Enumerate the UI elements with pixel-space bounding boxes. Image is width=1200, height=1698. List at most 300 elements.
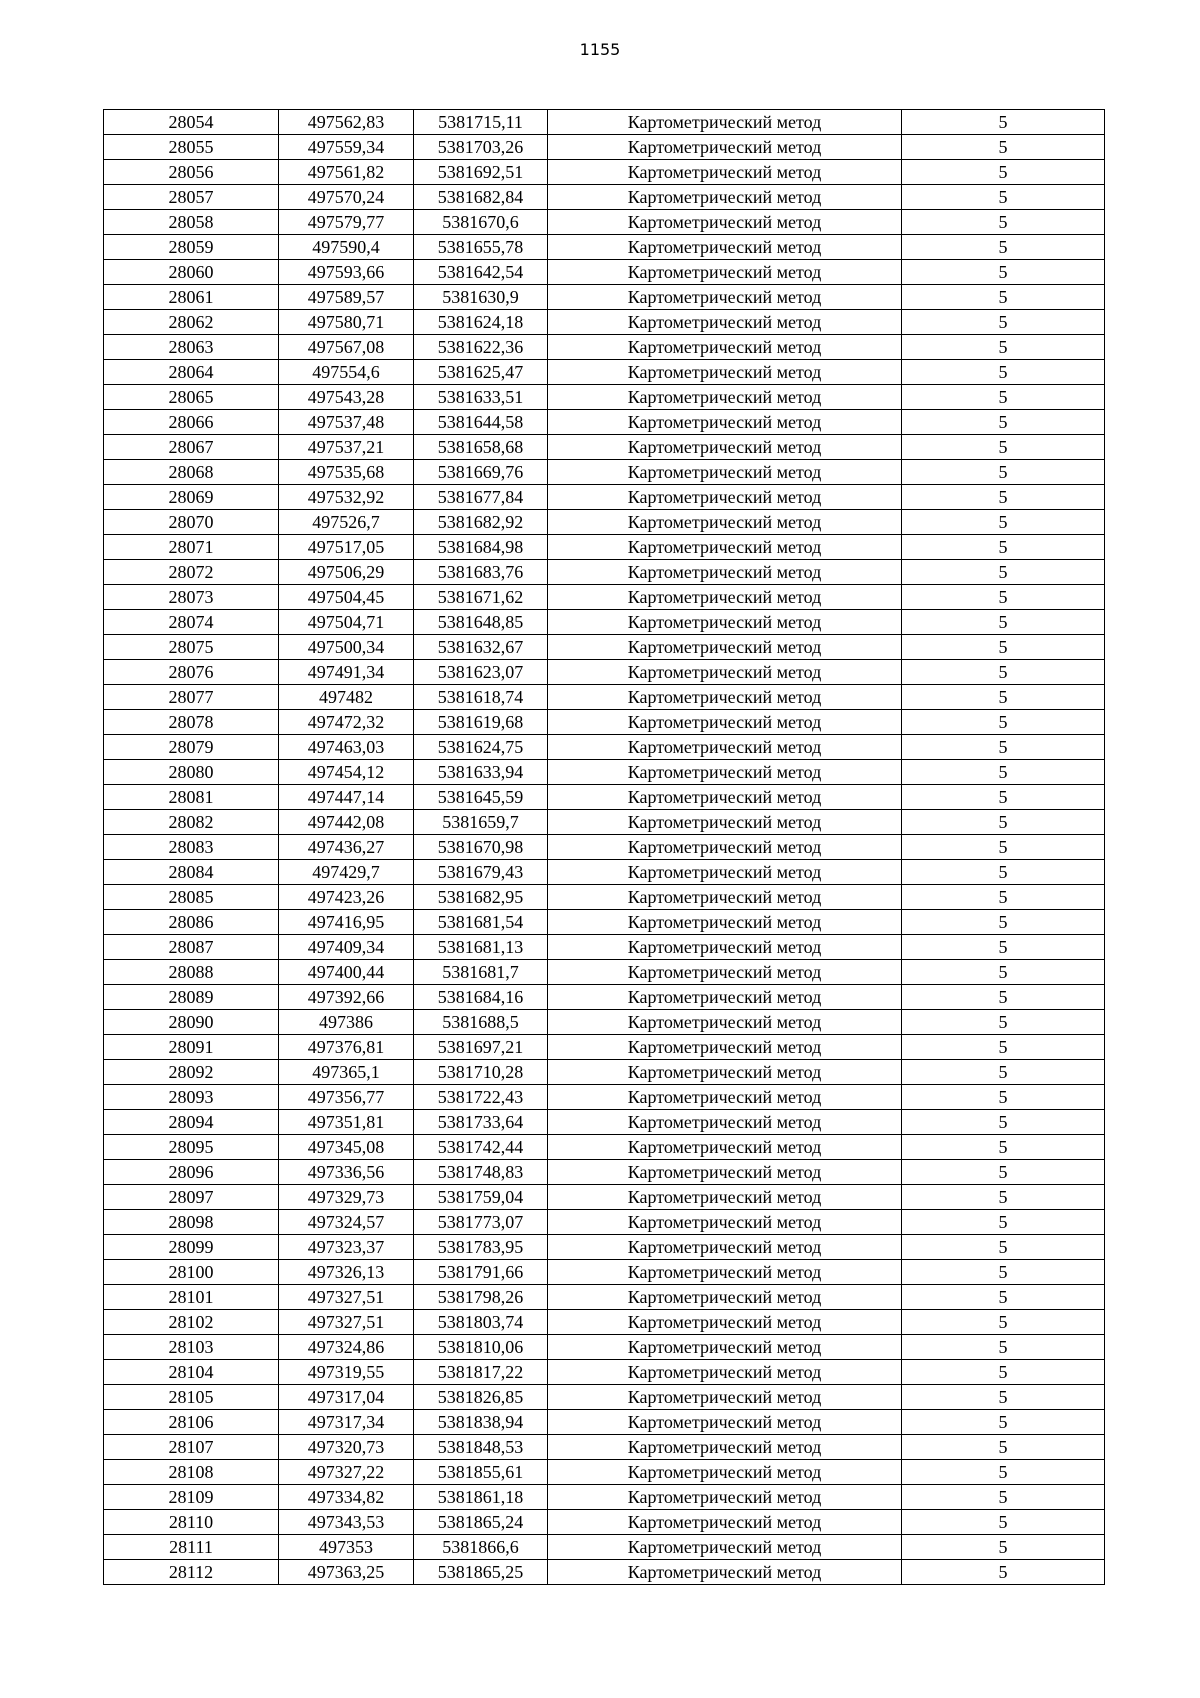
- accuracy-cell: 5: [902, 810, 1105, 835]
- accuracy-cell: 5: [902, 1510, 1105, 1535]
- accuracy-cell: 5: [902, 1160, 1105, 1185]
- table-row: [104, 810, 1105, 835]
- y-coordinate-cell: 5381644,58: [414, 410, 548, 435]
- method-cell: Картометрический метод: [548, 660, 902, 685]
- accuracy-cell: 5: [902, 485, 1105, 510]
- table-row: [104, 335, 1105, 360]
- accuracy-cell: 5: [902, 1360, 1105, 1385]
- method-cell: Картометрический метод: [548, 135, 902, 160]
- x-coordinate-cell: 497320,73: [279, 1435, 414, 1460]
- table-row: [104, 185, 1105, 210]
- method-cell: Картометрический метод: [548, 1260, 902, 1285]
- y-coordinate-cell: 5381679,43: [414, 860, 548, 885]
- method-cell: Картометрический метод: [548, 160, 902, 185]
- accuracy-cell: 5: [902, 735, 1105, 760]
- x-coordinate-cell: 497317,34: [279, 1410, 414, 1435]
- accuracy-cell: 5: [902, 1235, 1105, 1260]
- point-number-cell: 28080: [104, 760, 279, 785]
- y-coordinate-cell: 5381861,18: [414, 1485, 548, 1510]
- table-row: [104, 685, 1105, 710]
- point-number-cell: 28091: [104, 1035, 279, 1060]
- accuracy-cell: 5: [902, 310, 1105, 335]
- x-coordinate-cell: 497532,92: [279, 485, 414, 510]
- point-number-cell: 28082: [104, 810, 279, 835]
- table-row: [104, 1160, 1105, 1185]
- method-cell: Картометрический метод: [548, 310, 902, 335]
- y-coordinate-cell: 5381648,85: [414, 610, 548, 635]
- method-cell: Картометрический метод: [548, 810, 902, 835]
- x-coordinate-cell: 497593,66: [279, 260, 414, 285]
- method-cell: Картометрический метод: [548, 485, 902, 510]
- method-cell: Картометрический метод: [548, 1385, 902, 1410]
- method-cell: Картометрический метод: [548, 1185, 902, 1210]
- x-coordinate-cell: 497343,53: [279, 1510, 414, 1535]
- y-coordinate-cell: 5381619,68: [414, 710, 548, 735]
- x-coordinate-cell: 497517,05: [279, 535, 414, 560]
- accuracy-cell: 5: [902, 1460, 1105, 1485]
- method-cell: Картометрический метод: [548, 685, 902, 710]
- x-coordinate-cell: 497336,56: [279, 1160, 414, 1185]
- y-coordinate-cell: 5381671,62: [414, 585, 548, 610]
- point-number-cell: 28104: [104, 1360, 279, 1385]
- table-row: [104, 1185, 1105, 1210]
- y-coordinate-cell: 5381655,78: [414, 235, 548, 260]
- y-coordinate-cell: 5381623,07: [414, 660, 548, 685]
- point-number-cell: 28056: [104, 160, 279, 185]
- y-coordinate-cell: 5381642,54: [414, 260, 548, 285]
- x-coordinate-cell: 497554,6: [279, 360, 414, 385]
- coordinates-table-body: [104, 110, 1105, 1585]
- method-cell: Картометрический метод: [548, 1535, 902, 1560]
- y-coordinate-cell: 5381817,22: [414, 1360, 548, 1385]
- x-coordinate-cell: 497356,77: [279, 1085, 414, 1110]
- method-cell: Картометрический метод: [548, 335, 902, 360]
- y-coordinate-cell: 5381742,44: [414, 1135, 548, 1160]
- x-coordinate-cell: 497590,4: [279, 235, 414, 260]
- accuracy-cell: 5: [902, 1535, 1105, 1560]
- point-number-cell: 28089: [104, 985, 279, 1010]
- x-coordinate-cell: 497535,68: [279, 460, 414, 485]
- x-coordinate-cell: 497386: [279, 1010, 414, 1035]
- x-coordinate-cell: 497454,12: [279, 760, 414, 785]
- table-row: [104, 1260, 1105, 1285]
- table-row: [104, 1235, 1105, 1260]
- y-coordinate-cell: 5381848,53: [414, 1435, 548, 1460]
- point-number-cell: 28095: [104, 1135, 279, 1160]
- y-coordinate-cell: 5381677,84: [414, 485, 548, 510]
- method-cell: Картометрический метод: [548, 110, 902, 135]
- table-row: [104, 1410, 1105, 1435]
- point-number-cell: 28103: [104, 1335, 279, 1360]
- table-row: [104, 710, 1105, 735]
- y-coordinate-cell: 5381855,61: [414, 1460, 548, 1485]
- method-cell: Картометрический метод: [548, 860, 902, 885]
- point-number-cell: 28092: [104, 1060, 279, 1085]
- y-coordinate-cell: 5381632,67: [414, 635, 548, 660]
- table-row: [104, 885, 1105, 910]
- table-row: [104, 560, 1105, 585]
- y-coordinate-cell: 5381624,75: [414, 735, 548, 760]
- method-cell: Картометрический метод: [548, 835, 902, 860]
- x-coordinate-cell: 497579,77: [279, 210, 414, 235]
- table-row: [104, 610, 1105, 635]
- y-coordinate-cell: 5381625,47: [414, 360, 548, 385]
- y-coordinate-cell: 5381722,43: [414, 1085, 548, 1110]
- x-coordinate-cell: 497463,03: [279, 735, 414, 760]
- table-row: [104, 1210, 1105, 1235]
- table-row: [104, 660, 1105, 685]
- accuracy-cell: 5: [902, 535, 1105, 560]
- method-cell: Картометрический метод: [548, 360, 902, 385]
- table-row: [104, 260, 1105, 285]
- accuracy-cell: 5: [902, 1435, 1105, 1460]
- accuracy-cell: 5: [902, 610, 1105, 635]
- x-coordinate-cell: 497442,08: [279, 810, 414, 835]
- x-coordinate-cell: 497482: [279, 685, 414, 710]
- y-coordinate-cell: 5381773,07: [414, 1210, 548, 1235]
- accuracy-cell: 5: [902, 510, 1105, 535]
- method-cell: Картометрический метод: [548, 385, 902, 410]
- point-number-cell: 28090: [104, 1010, 279, 1035]
- method-cell: Картометрический метод: [548, 710, 902, 735]
- accuracy-cell: 5: [902, 835, 1105, 860]
- point-number-cell: 28087: [104, 935, 279, 960]
- table-row: [104, 1385, 1105, 1410]
- point-number-cell: 28074: [104, 610, 279, 635]
- point-number-cell: 28081: [104, 785, 279, 810]
- method-cell: Картометрический метод: [548, 1135, 902, 1160]
- point-number-cell: 28055: [104, 135, 279, 160]
- table-row: [104, 210, 1105, 235]
- table-row: [104, 1460, 1105, 1485]
- method-cell: Картометрический метод: [548, 1235, 902, 1260]
- x-coordinate-cell: 497504,71: [279, 610, 414, 635]
- accuracy-cell: 5: [902, 385, 1105, 410]
- point-number-cell: 28086: [104, 910, 279, 935]
- table-row: [104, 760, 1105, 785]
- point-number-cell: 28059: [104, 235, 279, 260]
- table-row: [104, 1110, 1105, 1135]
- point-number-cell: 28099: [104, 1235, 279, 1260]
- method-cell: Картометрический метод: [548, 1110, 902, 1135]
- table-row: [104, 1360, 1105, 1385]
- point-number-cell: 28110: [104, 1510, 279, 1535]
- accuracy-cell: 5: [902, 1210, 1105, 1235]
- point-number-cell: 28108: [104, 1460, 279, 1485]
- method-cell: Картометрический метод: [548, 610, 902, 635]
- accuracy-cell: 5: [902, 985, 1105, 1010]
- table-row: [104, 1535, 1105, 1560]
- accuracy-cell: 5: [902, 910, 1105, 935]
- table-row: [104, 1010, 1105, 1035]
- y-coordinate-cell: 5381622,36: [414, 335, 548, 360]
- point-number-cell: 28100: [104, 1260, 279, 1285]
- point-number-cell: 28109: [104, 1485, 279, 1510]
- x-coordinate-cell: 497526,7: [279, 510, 414, 535]
- method-cell: Картометрический метод: [548, 560, 902, 585]
- accuracy-cell: 5: [902, 1335, 1105, 1360]
- table-row: [104, 1485, 1105, 1510]
- point-number-cell: 28106: [104, 1410, 279, 1435]
- y-coordinate-cell: 5381670,98: [414, 835, 548, 860]
- point-number-cell: 28070: [104, 510, 279, 535]
- y-coordinate-cell: 5381682,84: [414, 185, 548, 210]
- y-coordinate-cell: 5381682,95: [414, 885, 548, 910]
- point-number-cell: 28112: [104, 1560, 279, 1585]
- point-number-cell: 28096: [104, 1160, 279, 1185]
- x-coordinate-cell: 497537,21: [279, 435, 414, 460]
- y-coordinate-cell: 5381733,64: [414, 1110, 548, 1135]
- x-coordinate-cell: 497504,45: [279, 585, 414, 610]
- page-number: 1155: [579, 40, 621, 59]
- x-coordinate-cell: 497327,51: [279, 1285, 414, 1310]
- x-coordinate-cell: 497392,66: [279, 985, 414, 1010]
- x-coordinate-cell: 497447,14: [279, 785, 414, 810]
- point-number-cell: 28073: [104, 585, 279, 610]
- method-cell: Картометрический метод: [548, 1435, 902, 1460]
- accuracy-cell: 5: [902, 710, 1105, 735]
- method-cell: Картометрический метод: [548, 1485, 902, 1510]
- x-coordinate-cell: 497376,81: [279, 1035, 414, 1060]
- point-number-cell: 28066: [104, 410, 279, 435]
- table-row: [104, 310, 1105, 335]
- accuracy-cell: 5: [902, 1185, 1105, 1210]
- y-coordinate-cell: 5381803,74: [414, 1310, 548, 1335]
- x-coordinate-cell: 497543,28: [279, 385, 414, 410]
- accuracy-cell: 5: [902, 1035, 1105, 1060]
- accuracy-cell: 5: [902, 410, 1105, 435]
- y-coordinate-cell: 5381681,54: [414, 910, 548, 935]
- table-row: [104, 635, 1105, 660]
- method-cell: Картометрический метод: [548, 1035, 902, 1060]
- point-number-cell: 28069: [104, 485, 279, 510]
- point-number-cell: 28098: [104, 1210, 279, 1235]
- x-coordinate-cell: 497334,82: [279, 1485, 414, 1510]
- x-coordinate-cell: 497353: [279, 1535, 414, 1560]
- table-row: [104, 960, 1105, 985]
- method-cell: Картометрический метод: [548, 1360, 902, 1385]
- accuracy-cell: 5: [902, 860, 1105, 885]
- method-cell: Картометрический метод: [548, 535, 902, 560]
- y-coordinate-cell: 5381791,66: [414, 1260, 548, 1285]
- point-number-cell: 28077: [104, 685, 279, 710]
- x-coordinate-cell: 497319,55: [279, 1360, 414, 1385]
- table-row: [104, 460, 1105, 485]
- point-number-cell: 28057: [104, 185, 279, 210]
- method-cell: Картометрический метод: [548, 410, 902, 435]
- point-number-cell: 28071: [104, 535, 279, 560]
- table-row: [104, 1060, 1105, 1085]
- method-cell: Картометрический метод: [548, 210, 902, 235]
- method-cell: Картометрический метод: [548, 635, 902, 660]
- accuracy-cell: 5: [902, 1135, 1105, 1160]
- method-cell: Картометрический метод: [548, 585, 902, 610]
- x-coordinate-cell: 497491,34: [279, 660, 414, 685]
- point-number-cell: 28075: [104, 635, 279, 660]
- x-coordinate-cell: 497559,34: [279, 135, 414, 160]
- point-number-cell: 28094: [104, 1110, 279, 1135]
- y-coordinate-cell: 5381697,21: [414, 1035, 548, 1060]
- accuracy-cell: 5: [902, 1060, 1105, 1085]
- x-coordinate-cell: 497570,24: [279, 185, 414, 210]
- y-coordinate-cell: 5381669,76: [414, 460, 548, 485]
- point-number-cell: 28076: [104, 660, 279, 685]
- x-coordinate-cell: 497589,57: [279, 285, 414, 310]
- table-row: [104, 1135, 1105, 1160]
- method-cell: Картометрический метод: [548, 1410, 902, 1435]
- accuracy-cell: 5: [902, 460, 1105, 485]
- accuracy-cell: 5: [902, 1560, 1105, 1585]
- point-number-cell: 28079: [104, 735, 279, 760]
- accuracy-cell: 5: [902, 660, 1105, 685]
- method-cell: Картометрический метод: [548, 935, 902, 960]
- table-row: [104, 235, 1105, 260]
- point-number-cell: 28054: [104, 110, 279, 135]
- y-coordinate-cell: 5381866,6: [414, 1535, 548, 1560]
- y-coordinate-cell: 5381865,25: [414, 1560, 548, 1585]
- table-row: [104, 1085, 1105, 1110]
- x-coordinate-cell: 497506,29: [279, 560, 414, 585]
- y-coordinate-cell: 5381630,9: [414, 285, 548, 310]
- table-row: [104, 585, 1105, 610]
- accuracy-cell: 5: [902, 160, 1105, 185]
- table-row: [104, 1310, 1105, 1335]
- method-cell: Картометрический метод: [548, 1335, 902, 1360]
- point-number-cell: 28101: [104, 1285, 279, 1310]
- table-row: [104, 985, 1105, 1010]
- method-cell: Картометрический метод: [548, 735, 902, 760]
- method-cell: Картометрический метод: [548, 960, 902, 985]
- y-coordinate-cell: 5381681,7: [414, 960, 548, 985]
- table-row: [104, 935, 1105, 960]
- table-row: [104, 160, 1105, 185]
- method-cell: Картометрический метод: [548, 885, 902, 910]
- table-row: [104, 860, 1105, 885]
- point-number-cell: 28064: [104, 360, 279, 385]
- table-row: [104, 835, 1105, 860]
- point-number-cell: 28084: [104, 860, 279, 885]
- x-coordinate-cell: 497537,48: [279, 410, 414, 435]
- y-coordinate-cell: 5381826,85: [414, 1385, 548, 1410]
- coordinates-table: [103, 109, 1105, 1585]
- table-row: [104, 1560, 1105, 1585]
- accuracy-cell: 5: [902, 1010, 1105, 1035]
- x-coordinate-cell: 497324,86: [279, 1335, 414, 1360]
- table-row: [104, 735, 1105, 760]
- accuracy-cell: 5: [902, 1385, 1105, 1410]
- accuracy-cell: 5: [902, 235, 1105, 260]
- point-number-cell: 28078: [104, 710, 279, 735]
- x-coordinate-cell: 497562,83: [279, 110, 414, 135]
- accuracy-cell: 5: [902, 1110, 1105, 1135]
- point-number-cell: 28093: [104, 1085, 279, 1110]
- method-cell: Картометрический метод: [548, 1010, 902, 1035]
- accuracy-cell: 5: [902, 285, 1105, 310]
- method-cell: Картометрический метод: [548, 985, 902, 1010]
- y-coordinate-cell: 5381633,51: [414, 385, 548, 410]
- accuracy-cell: 5: [902, 1410, 1105, 1435]
- y-coordinate-cell: 5381798,26: [414, 1285, 548, 1310]
- accuracy-cell: 5: [902, 760, 1105, 785]
- table-row: [104, 435, 1105, 460]
- table-row: [104, 510, 1105, 535]
- method-cell: Картометрический метод: [548, 185, 902, 210]
- x-coordinate-cell: 497416,95: [279, 910, 414, 935]
- x-coordinate-cell: 497400,44: [279, 960, 414, 985]
- point-number-cell: 28058: [104, 210, 279, 235]
- point-number-cell: 28063: [104, 335, 279, 360]
- table-row: [104, 410, 1105, 435]
- x-coordinate-cell: 497323,37: [279, 1235, 414, 1260]
- point-number-cell: 28065: [104, 385, 279, 410]
- point-number-cell: 28072: [104, 560, 279, 585]
- accuracy-cell: 5: [902, 960, 1105, 985]
- table-row: [104, 110, 1105, 135]
- y-coordinate-cell: 5381682,92: [414, 510, 548, 535]
- method-cell: Картометрический метод: [548, 285, 902, 310]
- accuracy-cell: 5: [902, 1310, 1105, 1335]
- point-number-cell: 28062: [104, 310, 279, 335]
- method-cell: Картометрический метод: [548, 1285, 902, 1310]
- accuracy-cell: 5: [902, 260, 1105, 285]
- point-number-cell: 28107: [104, 1435, 279, 1460]
- y-coordinate-cell: 5381865,24: [414, 1510, 548, 1535]
- y-coordinate-cell: 5381645,59: [414, 785, 548, 810]
- y-coordinate-cell: 5381688,5: [414, 1010, 548, 1035]
- table-row: [104, 1510, 1105, 1535]
- accuracy-cell: 5: [902, 1285, 1105, 1310]
- x-coordinate-cell: 497329,73: [279, 1185, 414, 1210]
- table-row: [104, 1035, 1105, 1060]
- method-cell: Картометрический метод: [548, 460, 902, 485]
- table-row: [104, 285, 1105, 310]
- y-coordinate-cell: 5381618,74: [414, 685, 548, 710]
- point-number-cell: 28085: [104, 885, 279, 910]
- x-coordinate-cell: 497436,27: [279, 835, 414, 860]
- point-number-cell: 28088: [104, 960, 279, 985]
- x-coordinate-cell: 497327,51: [279, 1310, 414, 1335]
- accuracy-cell: 5: [902, 1260, 1105, 1285]
- table-row: [104, 1335, 1105, 1360]
- accuracy-cell: 5: [902, 210, 1105, 235]
- x-coordinate-cell: 497326,13: [279, 1260, 414, 1285]
- point-number-cell: 28105: [104, 1385, 279, 1410]
- accuracy-cell: 5: [902, 585, 1105, 610]
- point-number-cell: 28102: [104, 1310, 279, 1335]
- method-cell: Картометрический метод: [548, 785, 902, 810]
- x-coordinate-cell: 497561,82: [279, 160, 414, 185]
- accuracy-cell: 5: [902, 885, 1105, 910]
- y-coordinate-cell: 5381658,68: [414, 435, 548, 460]
- method-cell: Картометрический метод: [548, 1560, 902, 1585]
- table-row: [104, 360, 1105, 385]
- accuracy-cell: 5: [902, 685, 1105, 710]
- accuracy-cell: 5: [902, 135, 1105, 160]
- x-coordinate-cell: 497409,34: [279, 935, 414, 960]
- x-coordinate-cell: 497423,26: [279, 885, 414, 910]
- method-cell: Картометрический метод: [548, 1210, 902, 1235]
- table-row: [104, 535, 1105, 560]
- table-row: [104, 1435, 1105, 1460]
- method-cell: Картометрический метод: [548, 510, 902, 535]
- method-cell: Картометрический метод: [548, 910, 902, 935]
- y-coordinate-cell: 5381681,13: [414, 935, 548, 960]
- x-coordinate-cell: 497351,81: [279, 1110, 414, 1135]
- y-coordinate-cell: 5381684,98: [414, 535, 548, 560]
- y-coordinate-cell: 5381810,06: [414, 1335, 548, 1360]
- x-coordinate-cell: 497500,34: [279, 635, 414, 660]
- point-number-cell: 28111: [104, 1535, 279, 1560]
